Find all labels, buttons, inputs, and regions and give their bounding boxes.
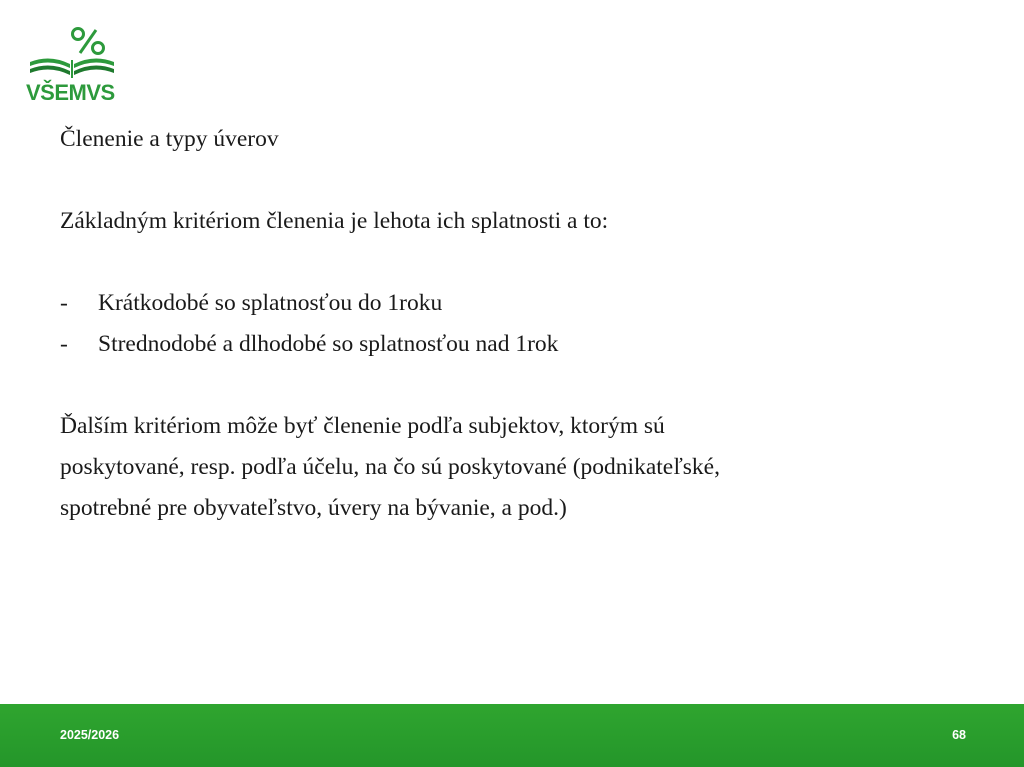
slide-number: 68 [952, 728, 966, 742]
bullet-item [60, 333, 558, 357]
book-percent-icon [26, 26, 118, 82]
footer-bar [0, 704, 1024, 767]
footer-year: 2025/2026 [60, 728, 120, 742]
intro-text: Základným kritériom členenia je lehota ich splatnosti a to: [60, 208, 609, 234]
bullet-dash: - [60, 290, 68, 316]
logo-text: VŠEMVS [26, 80, 115, 105]
vsemvs-logo [26, 26, 118, 106]
paragraph-line: spotrebné pre obyvateľstvo, úvery na bývanie, a pod.) [60, 495, 567, 521]
bullet-dash: - [60, 331, 68, 357]
slide-title: Členenie a typy úverov [60, 126, 279, 152]
bullet-item [60, 292, 442, 316]
paragraph-line: poskytované, resp. podľa účelu, na čo sú poskytované (podnikateľské, [60, 454, 720, 480]
bullet-text: Krátkodobé so splatnosťou do 1roku [98, 290, 443, 316]
bullet-text: Strednodobé a dlhodobé so splatnosťou nad 1rok [98, 331, 559, 357]
paragraph-line: Ďalším kritériom môže byť členenie podľa subjektov, ktorým sú [60, 413, 665, 439]
